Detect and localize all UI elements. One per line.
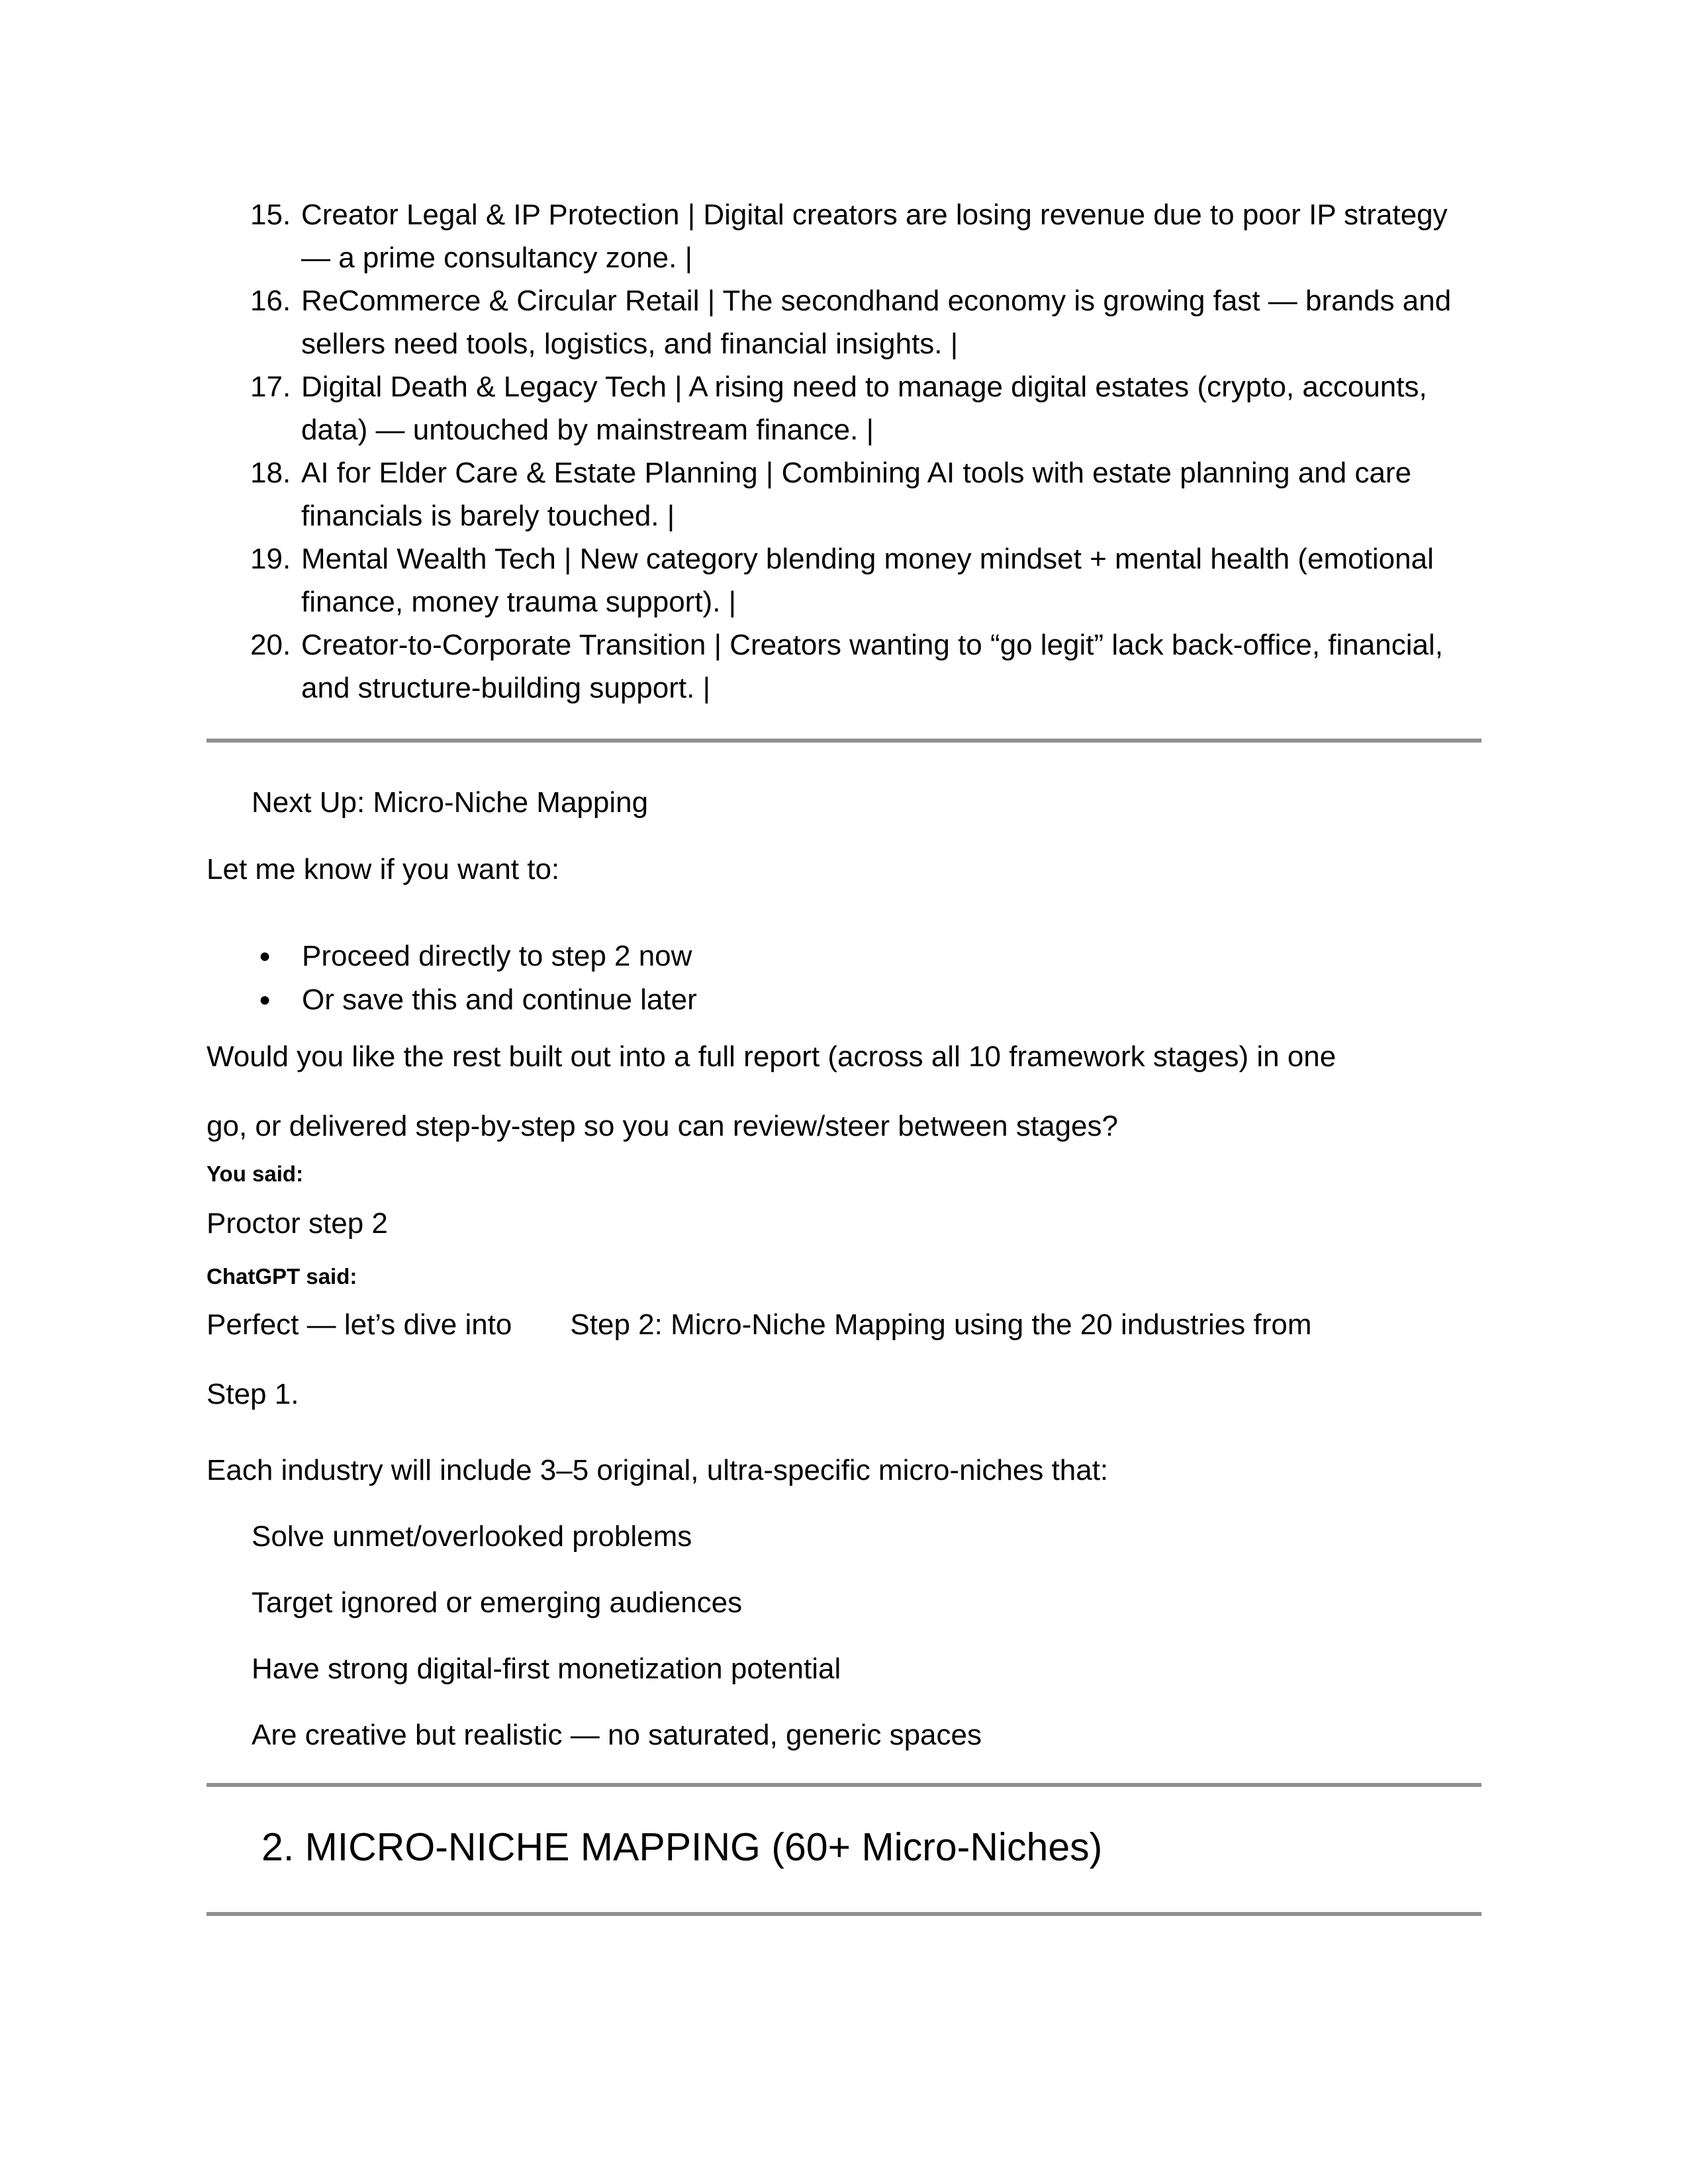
section-divider	[207, 739, 1481, 743]
criterion-line: Have strong digital-first monetization potential	[252, 1653, 841, 1685]
you-said-label: You said:	[207, 1161, 304, 1186]
list-item-number: 19.	[250, 543, 291, 575]
options-bullet-list	[207, 934, 1481, 1022]
question-line-1: Would you like the rest built out into a full report (across all 10 framework stages) in one	[207, 1040, 1336, 1073]
list-item-number: 17.	[250, 371, 291, 403]
list-item-text: Mental Wealth Tech | New category blending money mindset + mental health (emotional finance, money trauma support). |	[301, 543, 1434, 618]
list-item	[250, 537, 1481, 623]
document-content	[207, 0, 1481, 1916]
user-message: Proctor step 2	[207, 1207, 388, 1240]
list-item-text: ReCommerce & Circular Retail | The secondhand economy is growing fast — brands and sellers need tools, logistics, and financial insights. |	[301, 285, 1452, 360]
criterion-line: Target ignored or emerging audiences	[252, 1586, 743, 1619]
bullet-item	[259, 934, 1481, 978]
bullet-item-text: Proceed directly to step 2 now	[302, 940, 692, 972]
list-item	[250, 193, 1481, 279]
lead-in-line: Let me know if you want to:	[207, 853, 560, 886]
question-paragraph	[207, 1022, 1481, 1161]
criterion-line: Solve unmet/overlooked problems	[252, 1520, 692, 1553]
list-item-text: Digital Death & Legacy Tech | A rising need to manage digital estates (crypto, accounts, data) — untouched by mainstream finance. |	[301, 371, 1427, 446]
list-item-number: 18.	[250, 457, 291, 489]
niche-list	[250, 193, 1481, 709]
bullet-item-text: Or save this and continue later	[302, 983, 697, 1016]
list-item-text: Creator Legal & IP Protection | Digital creators are losing revenue due to poor IP strategy — a prime consultancy zone. |	[301, 199, 1448, 274]
section-divider	[207, 1783, 1481, 1787]
list-item-text: Creator-to-Corporate Transition | Creators wanting to “go legit” lack back-office, financial, and structure-building support. |	[301, 629, 1443, 704]
answer-tail: Step 1.	[207, 1378, 299, 1410]
list-item	[250, 623, 1481, 709]
list-item-number: 20.	[250, 629, 291, 661]
bullet-dot-icon: ●	[259, 945, 271, 967]
question-line-2: go, or delivered step-by-step so you can review/steer between stages?	[207, 1110, 1118, 1142]
answer-paragraph	[207, 1290, 1481, 1429]
criterion-line: Are creative but realistic — no saturated, generic spaces	[252, 1719, 982, 1751]
list-item	[250, 279, 1481, 365]
bullet-dot-icon: ●	[259, 989, 271, 1011]
chatgpt-said-label: ChatGPT said:	[207, 1264, 357, 1289]
answer-step: Step 2: Micro-Niche Mapping using the 20 industries from	[570, 1308, 1312, 1341]
list-item-number: 16.	[250, 285, 291, 317]
bullet-item	[259, 978, 1481, 1022]
each-industry-line: Each industry will include 3–5 original, ultra-specific micro-niches that:	[207, 1454, 1109, 1486]
list-item-number: 15.	[250, 199, 291, 231]
list-item	[250, 365, 1481, 451]
list-item	[250, 451, 1481, 537]
section-heading: 2. MICRO-NICHE MAPPING (60+ Micro-Niches)	[261, 1825, 1103, 1869]
section-divider	[207, 1912, 1481, 1916]
list-item-text: AI for Elder Care & Estate Planning | Combining AI tools with estate planning and care financials is barely touched. |	[301, 457, 1412, 532]
next-up-line: Next Up: Micro-Niche Mapping	[252, 786, 649, 819]
answer-intro: Perfect — let’s dive into	[207, 1308, 512, 1341]
